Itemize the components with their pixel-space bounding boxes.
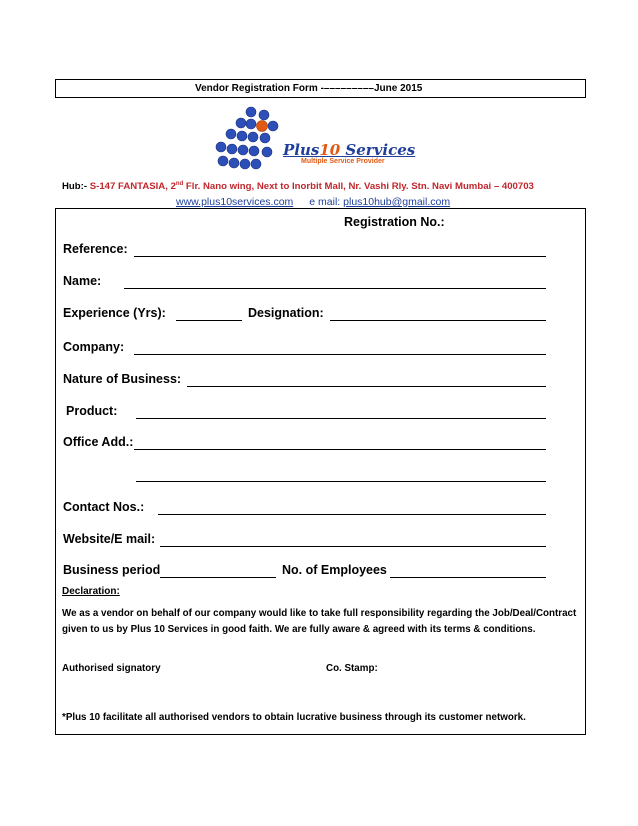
logo-dot <box>248 132 258 142</box>
website-email-label: Website/E mail: <box>63 532 156 546</box>
footnote: *Plus 10 facilitate all authorised vendors to obtain lucrative business through its customer network. <box>62 712 526 723</box>
website-email-field[interactable] <box>160 546 546 547</box>
name-field[interactable] <box>124 288 546 289</box>
logo-dot <box>249 146 259 156</box>
company-label: Company: <box>63 340 125 354</box>
declaration-text: We as a vendor on behalf of our company would like to take full responsibility regarding the Job/Deal/Contract given to us by Plus 10 Services in good faith. We are fully aware & agreed with its terms & conditions. <box>62 608 577 635</box>
designation-field[interactable] <box>330 320 546 321</box>
logo-dot <box>251 159 261 169</box>
registration-no-label: Registration No.: <box>344 215 445 229</box>
contact-nos-field[interactable] <box>158 514 546 515</box>
authorised-signatory-label: Authorised signatory <box>62 663 161 674</box>
logo-dot <box>268 121 278 131</box>
hub-address: Hub:- S-147 FANTASIA, 2nd Flr. Nano wing, Next to Inorbit Mall, Nr. Vashi Rly. Stn. Navi Mumbai – 400703 <box>62 181 534 193</box>
declaration-title: Declaration: <box>62 586 120 597</box>
email-label: e mail: <box>309 196 344 208</box>
logo-dot <box>240 159 250 169</box>
logo-dot <box>246 119 256 129</box>
form-title-box <box>55 79 586 98</box>
logo-dot-accent <box>257 121 268 132</box>
logo-dot <box>238 145 248 155</box>
nature-of-business-field[interactable] <box>187 386 546 387</box>
nature-of-business-label: Nature of Business: <box>63 372 182 386</box>
form-title: Vendor Registration Form -–––––––––June 2015 <box>195 83 423 94</box>
logo-dot <box>246 107 256 117</box>
reference-label: Reference: <box>63 242 128 256</box>
product-field[interactable] <box>136 418 546 419</box>
brand-tagline: Multiple Service Provider <box>301 158 385 165</box>
experience-field[interactable] <box>176 320 242 321</box>
product-label: Product: <box>66 404 118 418</box>
logo-dot <box>216 142 226 152</box>
company-field[interactable] <box>134 354 546 355</box>
contact-nos-label: Contact Nos.: <box>63 500 145 514</box>
logo-dot <box>237 131 247 141</box>
logo-dot <box>227 144 237 154</box>
employees-field[interactable] <box>390 577 546 578</box>
designation-label: Designation: <box>248 306 324 320</box>
experience-label: Experience (Yrs): <box>63 306 166 320</box>
logo-dot <box>262 147 272 157</box>
business-period-label: Business period <box>63 563 161 577</box>
logo-dot <box>218 156 228 166</box>
website-link[interactable]: www.plus10services.com <box>176 196 294 208</box>
office-address-field-1[interactable] <box>134 449 546 450</box>
brand-name: Plus10 Services <box>283 141 416 159</box>
name-label: Name: <box>63 274 102 288</box>
logo-dot <box>229 158 239 168</box>
employees-label: No. of Employees <box>282 563 387 577</box>
office-address-label: Office Add.: <box>63 435 134 449</box>
contact-links <box>176 196 450 208</box>
email-link[interactable]: plus10hub@gmail.com <box>343 196 451 208</box>
logo-dot <box>236 118 246 128</box>
company-stamp-label: Co. Stamp: <box>326 663 378 674</box>
logo-dot <box>226 129 236 139</box>
logo-dot <box>260 133 270 143</box>
reference-field[interactable] <box>134 256 546 257</box>
logo-dot <box>259 110 269 120</box>
office-address-field-2[interactable] <box>136 481 546 482</box>
business-period-field[interactable] <box>160 577 276 578</box>
